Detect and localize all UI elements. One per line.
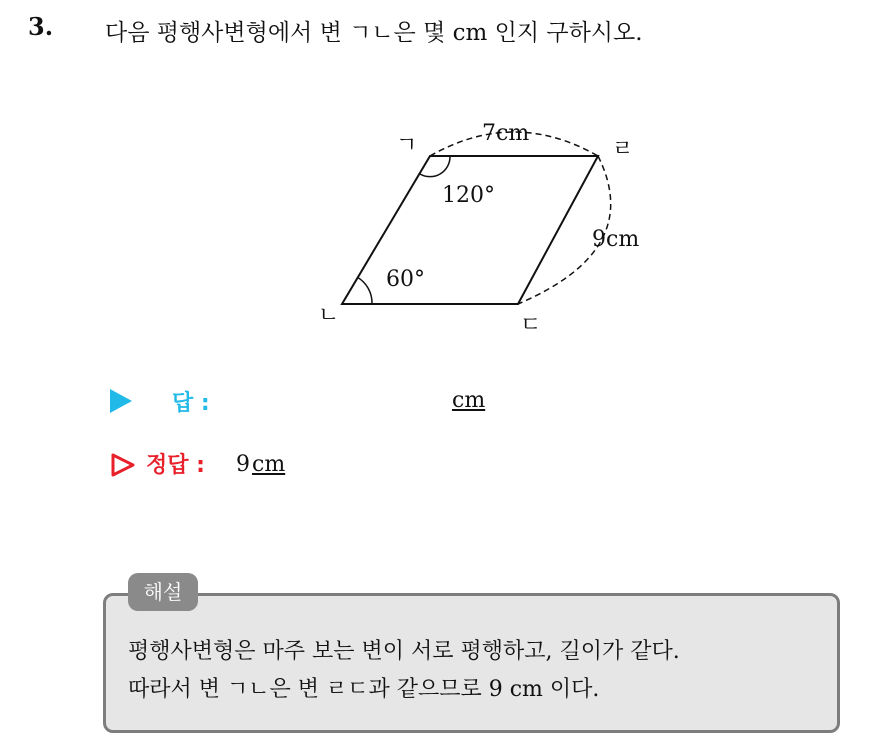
explanation-line-2: 따라서 변 ㄱㄴ은 변 ㄹㄷ과 같으므로 9 cm 이다. [128,677,600,702]
correct-answer-row [110,448,610,482]
correct-answer-label: 정답 : [146,453,205,478]
vertex-label-nieun: ㄴ [318,303,340,328]
correct-answer-unit: cm [252,452,286,477]
answer-row [110,386,610,416]
correct-answer-number: 9 [236,452,250,477]
parallelogram-figure [300,100,680,340]
outline-arrow-icon [110,452,136,478]
play-arrow-icon [110,389,132,413]
answer-label: 답 : [172,391,210,416]
vertex-label-giyeok: ㄱ [396,133,418,158]
explanation-line-1: 평행사변형은 마주 보는 변이 서로 평행하고, 길이가 같다. [128,639,680,664]
parallelogram-shape [342,156,598,304]
angle-arc-bottom-left [357,277,372,304]
question-text: 다음 평행사변형에서 변 ㄱㄴ은 몇 cm 인지 구하시오. [105,20,643,46]
correct-answer-value [236,452,285,477]
angle-label-60: 60° [386,267,425,292]
right-side-length-label: 9cm [592,227,640,252]
vertex-label-digeut: ㄷ [520,313,542,338]
vertex-label-rieul: ㄹ [612,137,634,162]
angle-label-120: 120° [442,183,495,208]
answer-unit: cm [452,388,486,413]
top-side-length-label: 7cm [482,121,530,146]
question-number: 3. [28,12,54,41]
explanation-tag: 해설 [128,573,198,611]
